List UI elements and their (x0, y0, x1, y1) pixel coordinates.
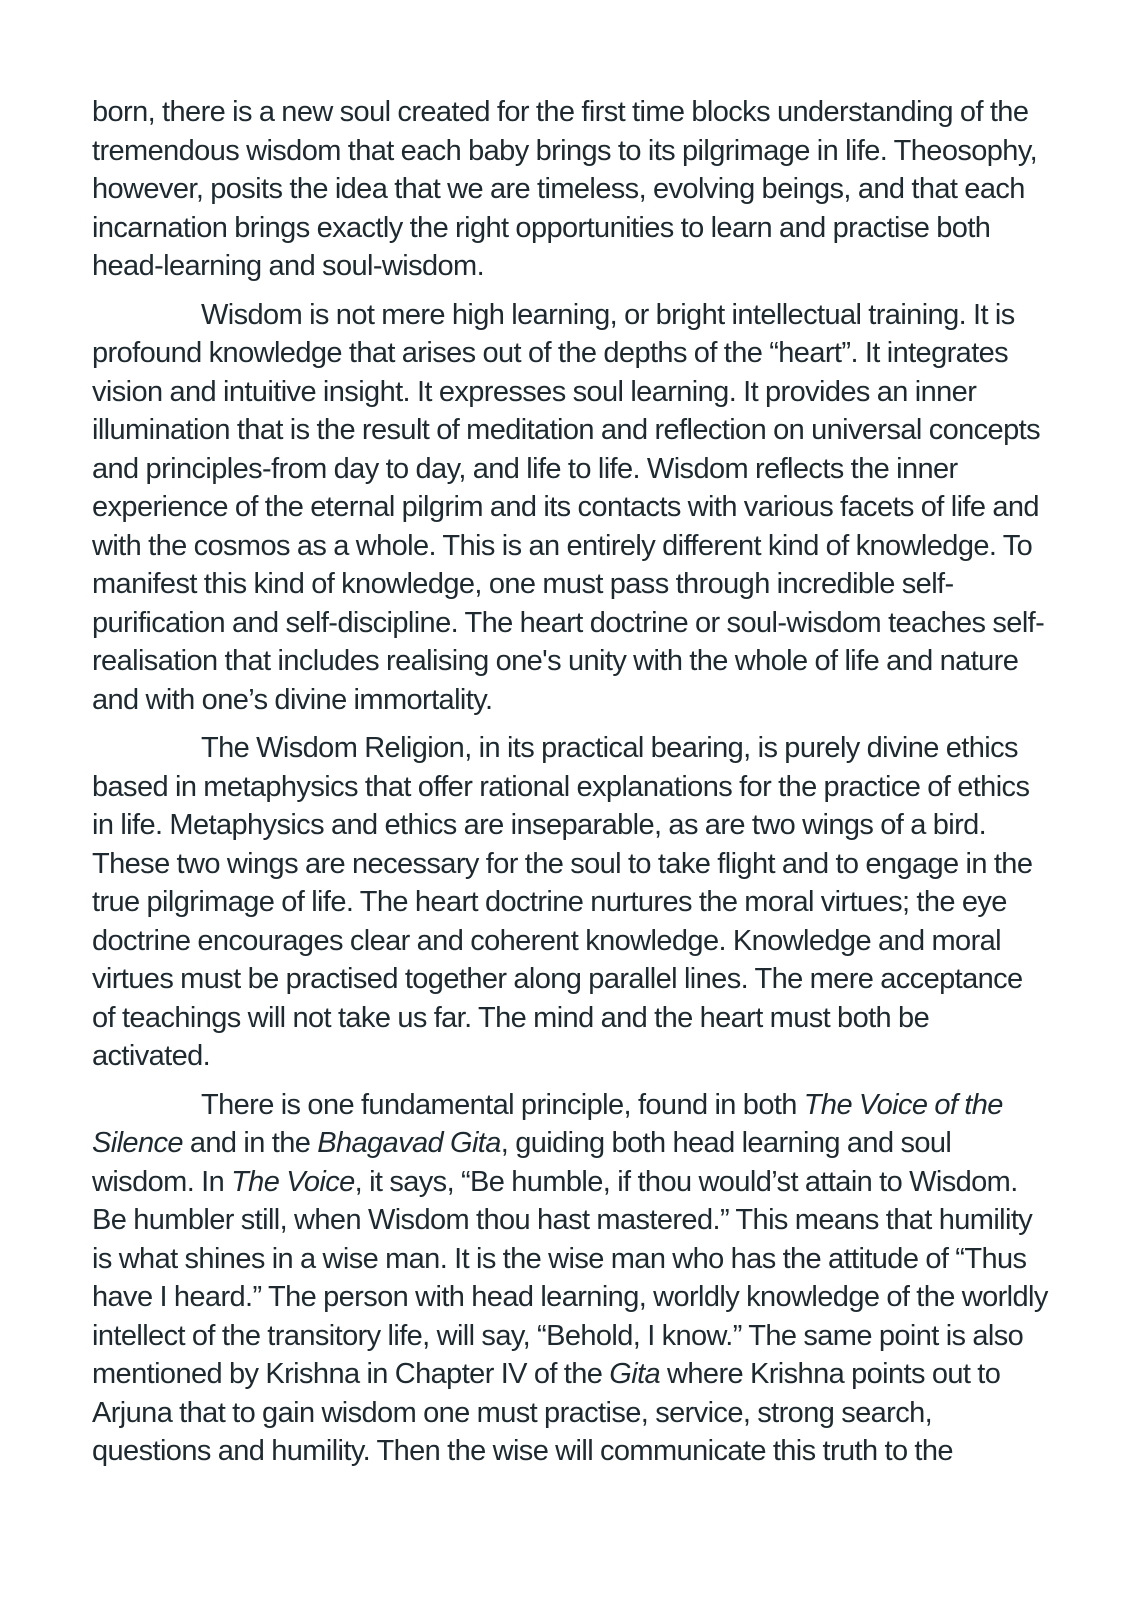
text-line (92, 604, 1052, 643)
text-line (92, 170, 1052, 209)
text-line (92, 1037, 1052, 1076)
text-segment: incarnation brings exactly the right opportunities to learn and practise both (92, 211, 991, 244)
text-line (92, 922, 1052, 961)
text-segment: intellect of the transitory life, will say, “Behold, I know.” The same point is also (92, 1319, 1024, 1352)
text-segment: experience of the eternal pilgrim and its contacts with various facets of life and (92, 491, 1039, 523)
text-segment: purification and self-discipline. The heart doctrine or soul-wisdom teaches self- (92, 606, 1045, 639)
text-segment: realisation that includes realising one's unity with the whole of life and nature (92, 645, 1019, 677)
text-segment: questions and humility. Then the wise will communicate this truth to the (92, 1435, 953, 1467)
text-segment: Wisdom is not mere high learning, or bright intellectual training. It is (201, 298, 1015, 331)
text-segment: based in metaphysics that offer rational explanations for the practice of ethics (92, 770, 1030, 803)
text-line (92, 373, 1052, 412)
text-line (92, 1317, 1052, 1356)
italic-title: Bhagavad Gita (317, 1127, 501, 1159)
text-line (92, 806, 1052, 845)
body-text (92, 93, 1052, 1481)
text-line (92, 1240, 1052, 1279)
text-segment: and in the (182, 1127, 318, 1159)
text-segment: and principles-from day to day, and life to life. Wisdom reflects the inner (92, 452, 958, 485)
text-segment: true pilgrimage of life. The heart doctrine nurtures the moral virtues; the eye (92, 886, 1007, 918)
text-line (92, 1432, 1052, 1471)
text-segment: born, there is a new soul created for the first time blocks understanding of the (92, 96, 1029, 128)
italic-title: The Voice of the (803, 1088, 1003, 1121)
paragraph (92, 296, 1052, 720)
italic-title: Silence (92, 1127, 183, 1159)
text-segment: activated. (92, 1040, 211, 1072)
text-segment: Be humbler still, when Wisdom thou hast mastered.” This means that humility (92, 1204, 1033, 1236)
text-line (92, 132, 1052, 171)
text-segment: in life. Metaphysics and ethics are inseparable, as are two wings of a bird. (92, 809, 987, 841)
text-line (92, 1201, 1052, 1240)
text-segment: of teachings will not take us far. The mind and the heart must both be (92, 1001, 930, 1034)
text-line (92, 527, 1052, 566)
text-line (92, 999, 1052, 1038)
text-segment: vision and intuitive insight. It expresses soul learning. It provides an inner (92, 375, 977, 408)
text-line (92, 1278, 1052, 1317)
text-line (92, 565, 1052, 604)
text-line (92, 845, 1052, 884)
text-segment: tremendous wisdom that each baby brings to its pilgrimage in life. Theosophy, (92, 134, 1038, 167)
text-segment: doctrine encourages clear and coherent knowledge. Knowledge and moral (92, 924, 1001, 957)
text-segment: profound knowledge that arises out of the depths of the “heart”. It integrates (92, 337, 1009, 369)
text-segment: however, posits the idea that we are timeless, evolving beings, and that each (92, 173, 1025, 205)
text-line (92, 1124, 1052, 1163)
text-segment: head-learning and soul-wisdom. (92, 250, 485, 282)
text-line (92, 209, 1052, 248)
paragraph (92, 93, 1052, 286)
text-line (92, 1163, 1052, 1202)
text-segment: manifest this kind of knowledge, one must pass through incredible self- (92, 568, 954, 600)
text-segment: illumination that is the result of meditation and reflection on universal concepts (92, 414, 1040, 446)
text-segment: , it says, “Be humble, if thou would’st attain to Wisdom. (354, 1165, 1018, 1198)
text-line (92, 411, 1052, 450)
italic-title: The Voice (231, 1165, 355, 1198)
italic-title: Gita (609, 1358, 661, 1390)
text-line (92, 247, 1052, 286)
text-segment: with the cosmos as a whole. This is an entirely different kind of knowledge. To (92, 529, 1033, 562)
text-line (92, 296, 1052, 335)
text-line (92, 334, 1052, 373)
text-segment: , guiding both head learning and soul (500, 1127, 952, 1159)
text-segment: is what shines in a wise man. It is the wise man who has the attitude of “Thus (92, 1242, 1027, 1275)
text-line (92, 1086, 1052, 1125)
text-line (92, 93, 1052, 132)
text-line (92, 768, 1052, 807)
text-segment: There is one fundamental principle, found in both (201, 1088, 804, 1121)
text-line (92, 488, 1052, 527)
paragraph (92, 1086, 1052, 1471)
text-segment: These two wings are necessary for the soul to take flight and to engage in the (92, 847, 1033, 880)
text-line (92, 681, 1052, 720)
text-line (92, 960, 1052, 999)
text-segment: The Wisdom Religion, in its practical bearing, is purely divine ethics (201, 732, 1018, 764)
text-line (92, 1355, 1052, 1394)
paragraph (92, 729, 1052, 1076)
text-segment: virtues must be practised together along parallel lines. The mere acceptance (92, 963, 1023, 995)
text-segment: Arjuna that to gain wisdom one must practise, service, strong search, (92, 1396, 933, 1429)
text-segment: mentioned by Krishna in Chapter IV of the (92, 1358, 610, 1390)
text-line (92, 450, 1052, 489)
text-segment: have I heard.” The person with head learning, worldly knowledge of the worldly (92, 1281, 1048, 1313)
text-line (92, 883, 1052, 922)
text-line (92, 729, 1052, 768)
text-segment: and with one’s divine immortality. (92, 683, 493, 716)
text-segment: where Krishna points out to (660, 1358, 1001, 1390)
text-line (92, 1394, 1052, 1433)
text-segment: wisdom. In (92, 1165, 232, 1198)
text-line (92, 642, 1052, 681)
